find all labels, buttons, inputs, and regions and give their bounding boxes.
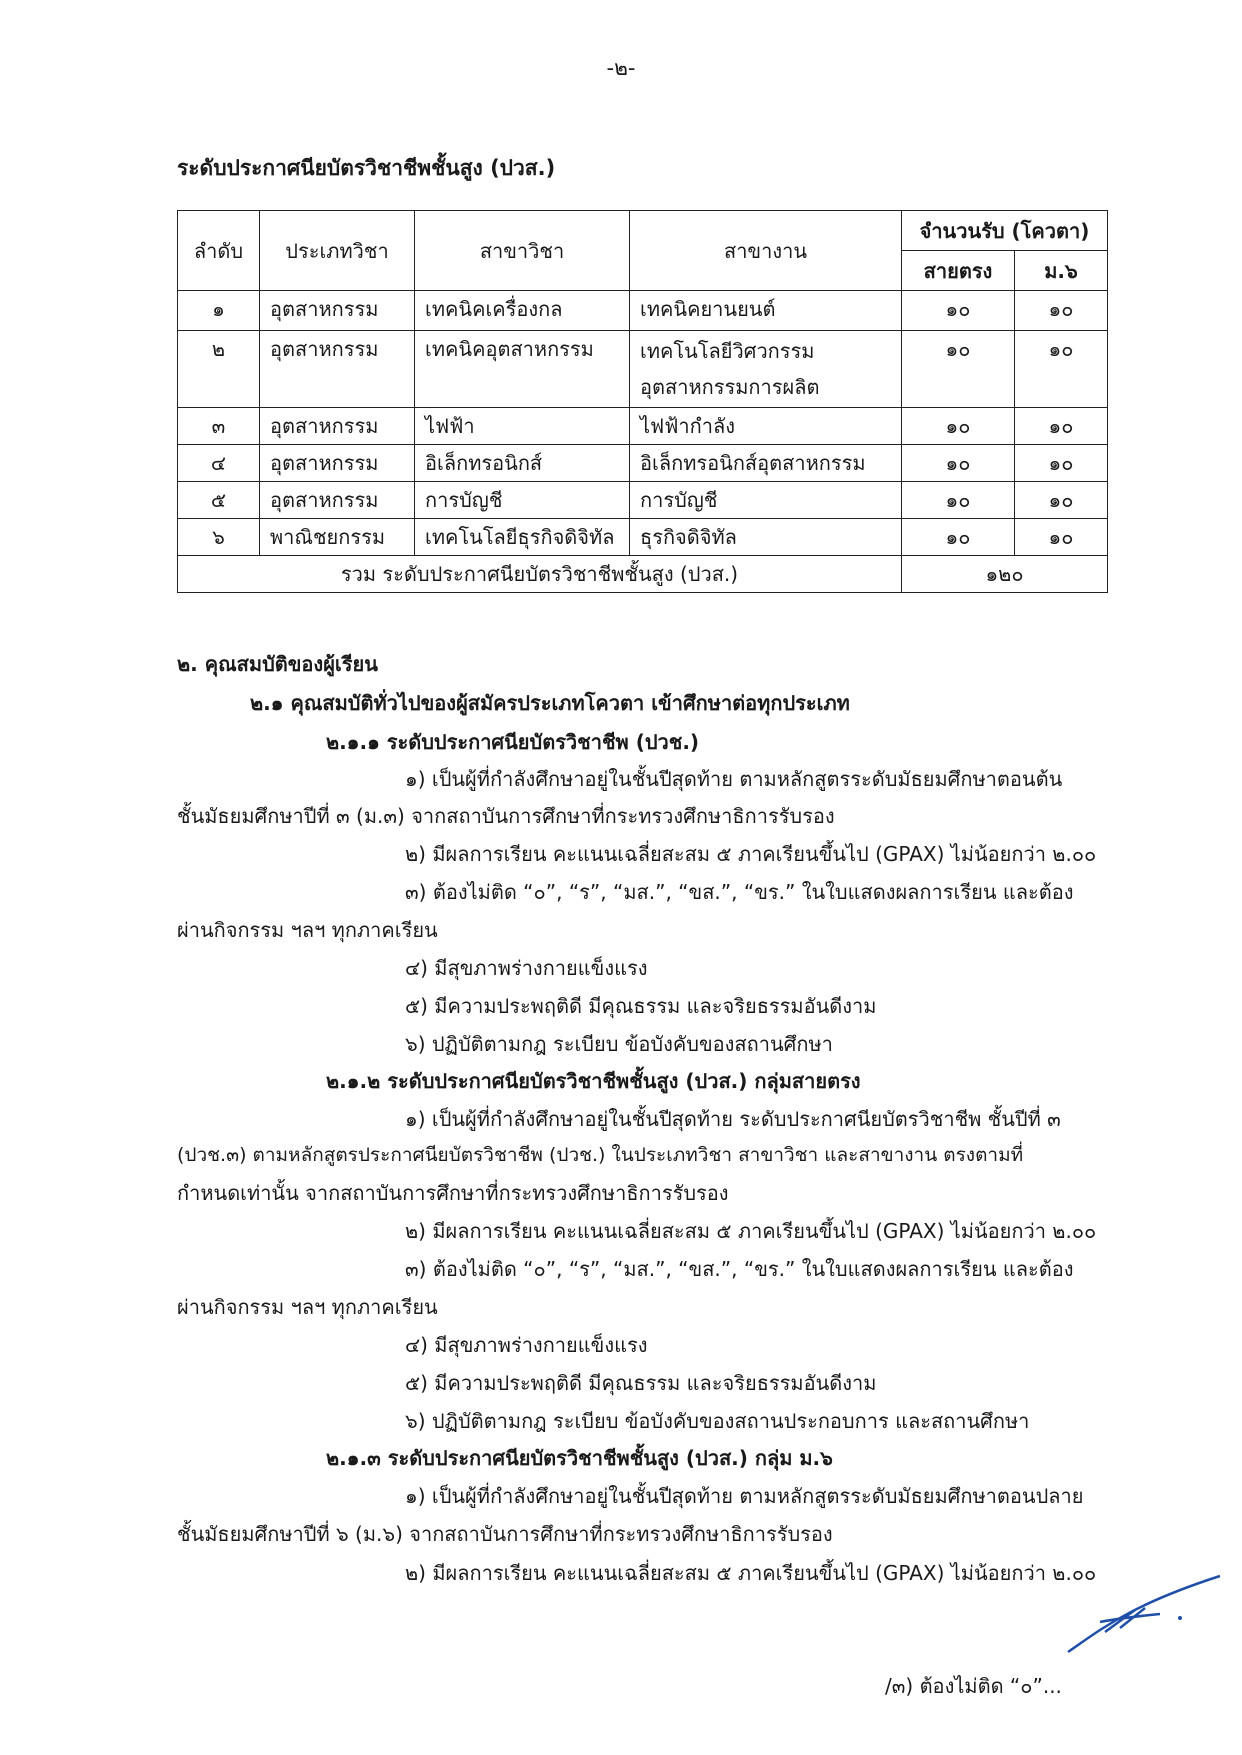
item-1-2: ๒) มีผลการเรียน คะแนนเฉลี่ยสะสม ๕ ภาคเรียนขึ้นไป (GPAX) ไม่น้อยกว่า ๒.๐๐ <box>405 842 1097 866</box>
table-row <box>178 331 1108 408</box>
cell-direct: ๑๐ <box>902 331 1015 408</box>
item-1-1-line1: ๑) เป็นผู้ที่กำลังศึกษาอยู่ในชั้นปีสุดท้าย ตามหลักสูตรระดับมัธยมศึกษาตอนต้น <box>405 767 1063 791</box>
cell-direct: ๑๐ <box>902 445 1015 482</box>
item-2-1-line2: (ปวช.๓) ตามหลักสูตรประกาศนียบัตรวิชาชีพ (ปวช.) ในประเภทวิชา สาขาวิชา และสาขางาน ตรงตามที่ <box>177 1144 1024 1166</box>
item-2-1-line3: กำหนดเท่านั้น จากสถาบันการศึกษาที่กระทรวงศึกษาธิการรับรอง <box>177 1181 729 1205</box>
heading-2-1-1: ๒.๑.๑ ระดับประกาศนียบัตรวิชาชีพ (ปวช.) <box>326 730 700 754</box>
item-3-2: ๒) มีผลการเรียน คะแนนเฉลี่ยสะสม ๕ ภาคเรียนขึ้นไป (GPAX) ไม่น้อยกว่า ๒.๐๐ <box>405 1561 1097 1585</box>
page-number: -๒- <box>606 56 636 80</box>
cell-field: ไฟฟ้า <box>415 408 630 445</box>
cell-type: อุตสาหกรรม <box>260 445 415 482</box>
cell-direct: ๑๐ <box>902 519 1015 556</box>
signature-mark <box>1060 1570 1230 1660</box>
cell-m6: ๑๐ <box>1015 408 1108 445</box>
cell-no: ๔ <box>178 445 260 482</box>
cell-type: อุตสาหกรรม <box>260 291 415 331</box>
heading-2-1-3: ๒.๑.๓ ระดับประกาศนียบัตรวิชาชีพชั้นสูง (ปวส.) กลุ่ม ม.๖ <box>326 1446 833 1470</box>
table-row <box>178 482 1108 519</box>
table-row <box>178 445 1108 482</box>
item-2-3-line1: ๓) ต้องไม่ติด “๐”, “ร”, “มส.”, “ขส.”, “ขร.” ในใบแสดงผลการเรียน และต้อง <box>405 1257 1074 1281</box>
item-2-6: ๖) ปฏิบัติตามกฎ ระเบียบ ข้อบังคับของสถานประกอบการ และสถานศึกษา <box>405 1409 1030 1433</box>
cell-direct: ๑๐ <box>902 482 1015 519</box>
total-label: รวม ระดับประกาศนียบัตรวิชาชีพชั้นสูง (ปวส.) <box>178 556 902 593</box>
item-1-1-line2: ชั้นมัธยมศึกษาปีที่ ๓ (ม.๓) จากสถาบันการศึกษาที่กระทรวงศึกษาธิการรับรอง <box>177 804 835 828</box>
cell-type: อุตสาหกรรม <box>260 331 415 408</box>
item-2-3-line2: ผ่านกิจกรรม ฯลฯ ทุกภาคเรียน <box>177 1295 438 1319</box>
cell-type: พาณิชยกรรม <box>260 519 415 556</box>
item-3-1-line2: ชั้นมัธยมศึกษาปีที่ ๖ (ม.๖) จากสถาบันการศึกษาที่กระทรวงศึกษาธิการรับรอง <box>177 1522 833 1546</box>
cell-m6: ๑๐ <box>1015 519 1108 556</box>
total-row <box>178 556 1108 593</box>
header-major: สาขางาน <box>630 211 902 291</box>
cell-field: เทคนิคเครื่องกล <box>415 291 630 331</box>
table-row <box>178 519 1108 556</box>
cell-major-line1: เทคโนโลยีวิศวกรรม <box>640 339 815 363</box>
item-1-6: ๖) ปฏิบัติตามกฎ ระเบียบ ข้อบังคับของสถานศึกษา <box>405 1032 833 1056</box>
cell-major: ธุรกิจดิจิทัล <box>630 519 902 556</box>
cell-m6: ๑๐ <box>1015 291 1108 331</box>
cell-major <box>630 331 902 408</box>
cell-no: ๖ <box>178 519 260 556</box>
item-1-5: ๕) มีความประพฤติดี มีคุณธรรม และจริยธรรมอันดีงาม <box>405 994 877 1018</box>
cell-direct: ๑๐ <box>902 408 1015 445</box>
header-quota: จำนวนรับ (โควตา) <box>902 211 1108 251</box>
item-1-4: ๔) มีสุขภาพร่างกายแข็งแรง <box>405 956 648 980</box>
header-no: ลำดับ <box>178 211 260 291</box>
heading-2-1-2: ๒.๑.๒ ระดับประกาศนียบัตรวิชาชีพชั้นสูง (ปวส.) กลุ่มสายตรง <box>326 1069 861 1093</box>
item-2-5: ๕) มีความประพฤติดี มีคุณธรรม และจริยธรรมอันดีงาม <box>405 1371 877 1395</box>
cell-type: อุตสาหกรรม <box>260 482 415 519</box>
cell-field: เทคนิคอุตสาหกรรม <box>415 331 630 408</box>
cell-major: เทคนิคยานยนต์ <box>630 291 902 331</box>
cell-no: ๕ <box>178 482 260 519</box>
section-heading: ระดับประกาศนียบัตรวิชาชีพชั้นสูง (ปวส.) <box>177 156 556 180</box>
cell-major: การบัญชี <box>630 482 902 519</box>
cell-no: ๑ <box>178 291 260 331</box>
footer-continuation: /๓) ต้องไม่ติด “๐”... <box>885 1674 1062 1698</box>
cell-major: ไฟฟ้ากำลัง <box>630 408 902 445</box>
cell-field: การบัญชี <box>415 482 630 519</box>
cell-m6: ๑๐ <box>1015 331 1108 408</box>
header-direct: สายตรง <box>902 251 1015 291</box>
table-row <box>178 408 1108 445</box>
total-value: ๑๒๐ <box>902 556 1108 593</box>
item-2-4: ๔) มีสุขภาพร่างกายแข็งแรง <box>405 1333 648 1357</box>
heading-2: ๒. คุณสมบัติของผู้เรียน <box>177 652 378 676</box>
cell-type: อุตสาหกรรม <box>260 408 415 445</box>
cell-major-line2: อุตสาหกรรมการผลิต <box>640 375 820 399</box>
item-3-1-line1: ๑) เป็นผู้ที่กำลังศึกษาอยู่ในชั้นปีสุดท้าย ตามหลักสูตรระดับมัธยมศึกษาตอนปลาย <box>405 1484 1084 1508</box>
cell-major: อิเล็กทรอนิกส์อุตสาหกรรม <box>630 445 902 482</box>
item-1-3-line2: ผ่านกิจกรรม ฯลฯ ทุกภาคเรียน <box>177 918 438 942</box>
cell-field: อิเล็กทรอนิกส์ <box>415 445 630 482</box>
item-2-1-line1: ๑) เป็นผู้ที่กำลังศึกษาอยู่ในชั้นปีสุดท้าย ระดับประกาศนียบัตรวิชาชีพ ชั้นปีที่ ๓ <box>405 1107 1061 1131</box>
cell-m6: ๑๐ <box>1015 445 1108 482</box>
cell-direct: ๑๐ <box>902 291 1015 331</box>
cell-no: ๒ <box>178 331 260 408</box>
item-1-3-line1: ๓) ต้องไม่ติด “๐”, “ร”, “มส.”, “ขส.”, “ขร.” ในใบแสดงผลการเรียน และต้อง <box>405 880 1074 904</box>
quota-table <box>177 210 1108 593</box>
item-2-2: ๒) มีผลการเรียน คะแนนเฉลี่ยสะสม ๕ ภาคเรียนขึ้นไป (GPAX) ไม่น้อยกว่า ๒.๐๐ <box>405 1219 1097 1243</box>
cell-no: ๓ <box>178 408 260 445</box>
heading-2-1: ๒.๑ คุณสมบัติทั่วไปของผู้สมัครประเภทโควตา เข้าศึกษาต่อทุกประเภท <box>250 691 850 715</box>
cell-field: เทคโนโลยีธุรกิจดิจิทัล <box>415 519 630 556</box>
table-row <box>178 291 1108 331</box>
header-type: ประเภทวิชา <box>260 211 415 291</box>
header-m6: ม.๖ <box>1015 251 1108 291</box>
cell-m6: ๑๐ <box>1015 482 1108 519</box>
header-field: สาขาวิชา <box>415 211 630 291</box>
